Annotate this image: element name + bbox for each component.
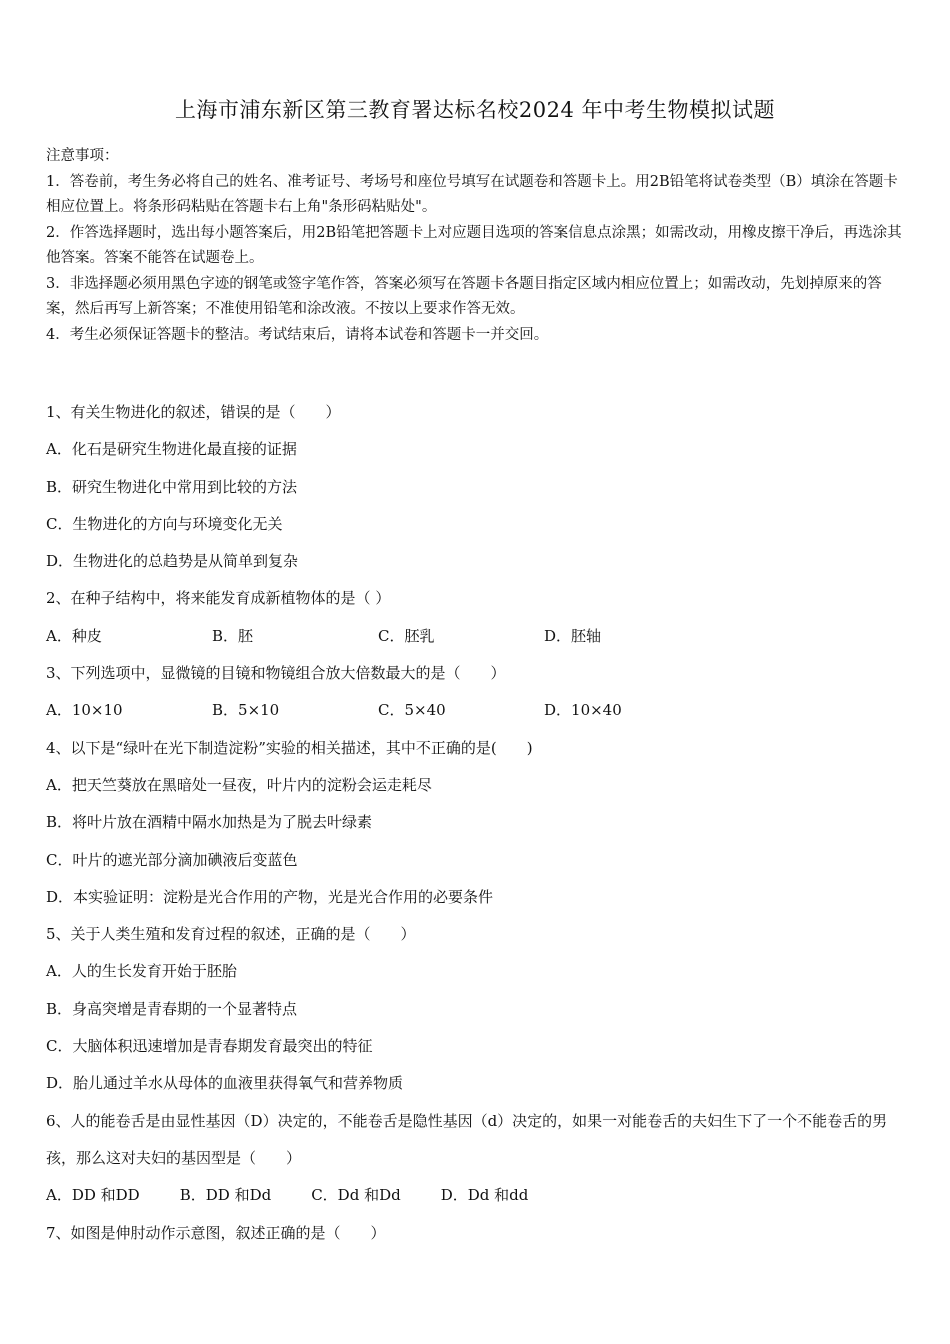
option: C．叶片的遮光部分滴加碘液后变蓝色 xyxy=(46,850,298,869)
option: A．人的生长发育开始于胚胎 xyxy=(46,962,237,981)
option: A．把天竺葵放在黑暗处一昼夜，叶片内的淀粉会运走耗尽 xyxy=(46,775,432,794)
option: B．研究生物进化中常用到比较的方法 xyxy=(46,477,298,496)
notice-item: 3．非选择题必须用黑色字迹的钢笔或签字笔作答，答案必须写在答题卡各题目指定区域内相应位置上；如需改动，先划掉原来的答案，然后再写上新答案；不准使用铅笔和涂改液。不按以上要求作答无效。 xyxy=(46,275,882,317)
option: B．DD 和Dd xyxy=(179,1186,272,1205)
question-stem: 4、以下是“绿叶在光下制造淀粉”实验的相关描述，其中不正确的是( ) xyxy=(46,738,533,757)
question-list xyxy=(46,394,910,1252)
question-stem: 7、如图是伸肘动作示意图，叙述正确的是（ ） xyxy=(46,1223,386,1242)
option: C．Dd 和Dd xyxy=(311,1186,401,1205)
option: A．DD 和DD xyxy=(46,1186,140,1205)
question-stem: 5、关于人类生殖和发育过程的叙述，正确的是（ ） xyxy=(46,925,416,944)
question-stem: 2、在种子结构中，将来能发育成新植物体的是（ ） xyxy=(46,589,391,608)
option: B．将叶片放在酒精中隔水加热是为了脱去叶绿素 xyxy=(46,813,373,832)
notice-item: 4．考生必须保证答题卡的整洁。考试结束后，请将本试卷和答题卡一并交回。 xyxy=(46,326,549,343)
option-row xyxy=(46,1177,910,1214)
option: C．大脑体积迅速增加是青春期发育最突出的特征 xyxy=(46,1037,373,1056)
option: A．10×10 xyxy=(46,701,123,720)
question-stem: 1、有关生物进化的叙述，错误的是（ ） xyxy=(46,403,341,421)
option: A．种皮 xyxy=(46,626,102,645)
question-stem: 3、下列选项中，显微镜的目镜和物镜组合放大倍数最大的是（ ） xyxy=(46,664,506,683)
option: A．化石是研究生物进化最直接的证据 xyxy=(46,440,297,459)
option: B．胚 xyxy=(212,626,254,645)
page-title: 上海市浦东新区第三教育署达标名校2024 年中考生物模拟试题 xyxy=(174,98,776,122)
option: C．生物进化的方向与环境变化无关 xyxy=(46,514,283,533)
notice-heading: 注意事项： xyxy=(46,148,119,164)
question-stem: 6、人的能卷舌是由显性基因（D）决定的，不能卷舌是隐性基因（d）决定的，如果一对能卷舌的夫妇生下了一个不能卷舌的男孩，那么这对夫妇的基因型是（ ） xyxy=(46,1111,888,1167)
option: C．5×40 xyxy=(378,701,446,720)
option: B．5×10 xyxy=(212,701,280,720)
option-row xyxy=(46,692,910,729)
notice-section xyxy=(46,144,910,348)
notice-item: 2．作答选择题时，选出每小题答案后，用2B铅笔把答题卡上对应题目选项的答案信息点涂黑；如需改动，用橡皮擦干净后，再选涂其他答案。答案不能答在试题卷上。 xyxy=(46,224,902,266)
notice-item: 1．答卷前，考生务必将自己的姓名、准考证号、考场号和座位号填写在试题卷和答题卡上。用2B铅笔将试卷类型（B）填涂在答题卡相应位置上。将条形码粘贴在答题卡右上角"条形码粘贴处"。 xyxy=(46,173,898,215)
option: D．胎儿通过羊水从母体的血液里获得氧气和营养物质 xyxy=(46,1074,404,1093)
option-row xyxy=(46,618,910,655)
option: D．胚轴 xyxy=(544,626,602,645)
option: D．10×40 xyxy=(544,701,622,720)
option: B．身高突增是青春期的一个显著特点 xyxy=(46,999,298,1018)
option: D．生物进化的总趋势是从简单到复杂 xyxy=(46,552,299,571)
option: D．Dd 和dd xyxy=(440,1186,529,1205)
option: D．本实验证明：淀粉是光合作用的产物，光是光合作用的必要条件 xyxy=(46,887,494,906)
option: C．胚乳 xyxy=(378,626,435,645)
